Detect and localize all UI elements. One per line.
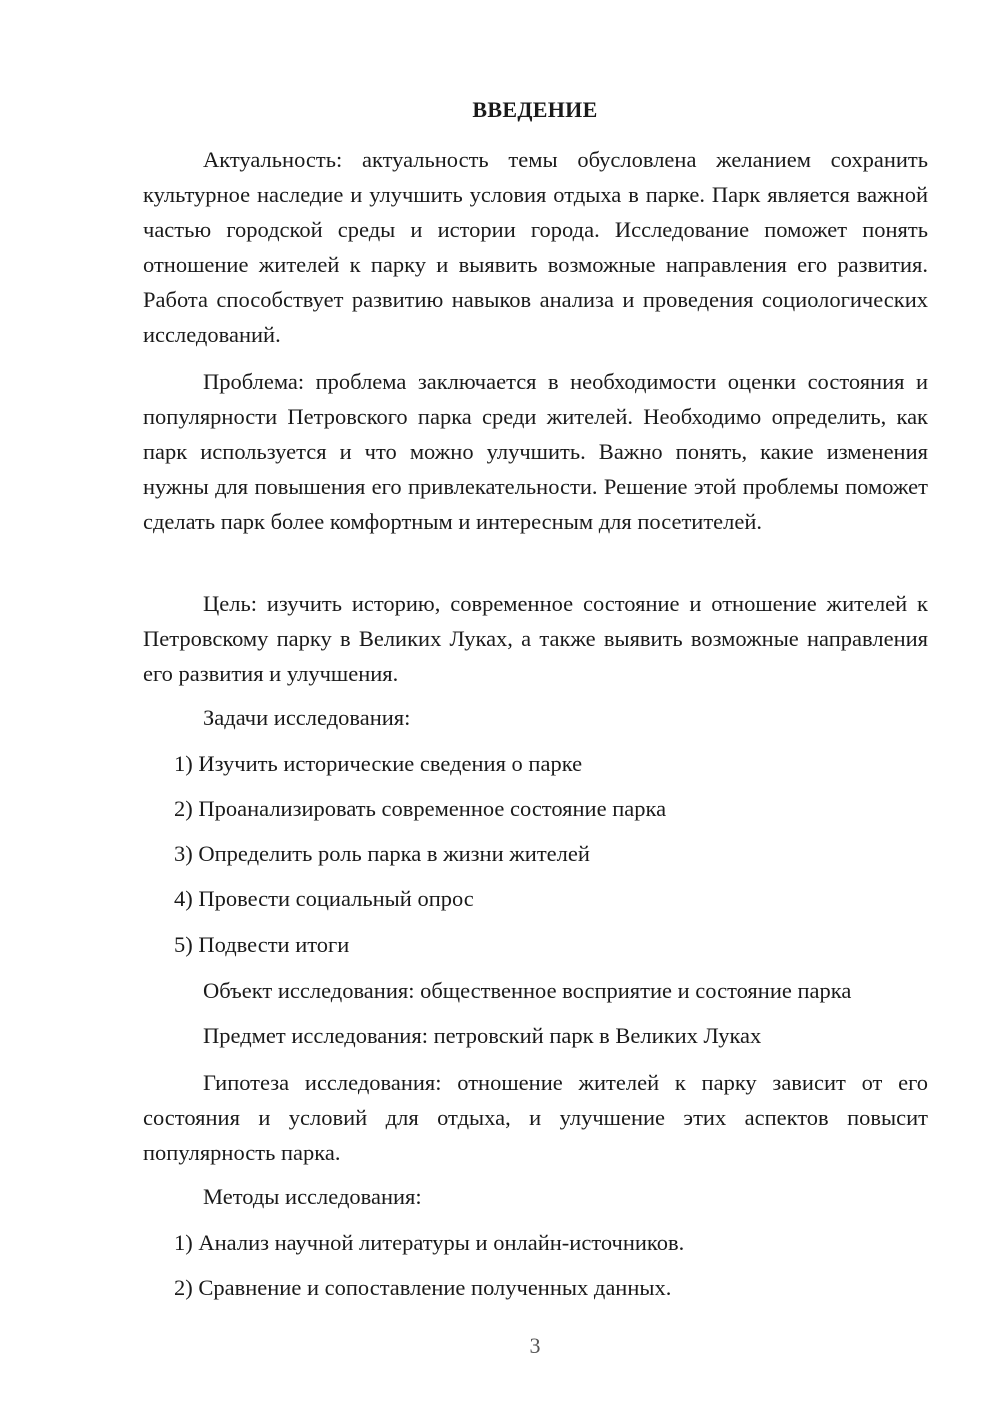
- problem-paragraph: Проблема: проблема заключается в необходимости оценки состояния и популярности Петровского парка среди жителей. Необходимо определить, как парк используется и что можно улучшить. Важно понять, какие изменения нужны для повышения его привлекательности. Решение этой проблемы поможет сделать парк более комфортным и интересным для посетителей.: [143, 369, 928, 534]
- task-item: 3) Определить роль парка в жизни жителей: [174, 841, 590, 866]
- goal-paragraph: Цель: изучить историю, современное состояние и отношение жителей к Петровскому парку в Великих Луках, а также выявить возможные направления его развития и улучшения.: [143, 591, 928, 686]
- task-item: 5) Подвести итоги: [174, 932, 350, 957]
- object-line: Объект исследования: общественное восприятие и состояние парка: [203, 978, 852, 1003]
- method-item: 1) Анализ научной литературы и онлайн-источников.: [174, 1230, 685, 1255]
- task-item: 1) Изучить исторические сведения о парке: [174, 751, 583, 776]
- page-number: 3: [529, 1333, 541, 1358]
- method-item: 2) Сравнение и сопоставление полученных данных.: [174, 1275, 672, 1300]
- methods-heading: Методы исследования:: [203, 1184, 422, 1209]
- page-title: ВВЕДЕНИЕ: [472, 97, 598, 122]
- relevance-paragraph: Актуальность: актуальность темы обусловлена желанием сохранить культурное наследие и улучшить условия отдыха в парке. Парк является важной частью городской среды и истории города. Исследование поможет понять отношение жителей к парку и выявить возможные направления его развития. Работа способствует развитию навыков анализа и проведения социологических исследований.: [143, 147, 928, 347]
- hypothesis-paragraph: Гипотеза исследования: отношение жителей к парку зависит от его состояния и условий для отдыха, и улучшение этих аспектов повысит популярность парка.: [143, 1070, 928, 1165]
- tasks-heading: Задачи исследования:: [203, 705, 411, 730]
- task-item: 4) Провести социальный опрос: [174, 886, 474, 911]
- task-item: 2) Проанализировать современное состояние парка: [174, 796, 667, 821]
- subject-line: Предмет исследования: петровский парк в Великих Луках: [203, 1023, 762, 1048]
